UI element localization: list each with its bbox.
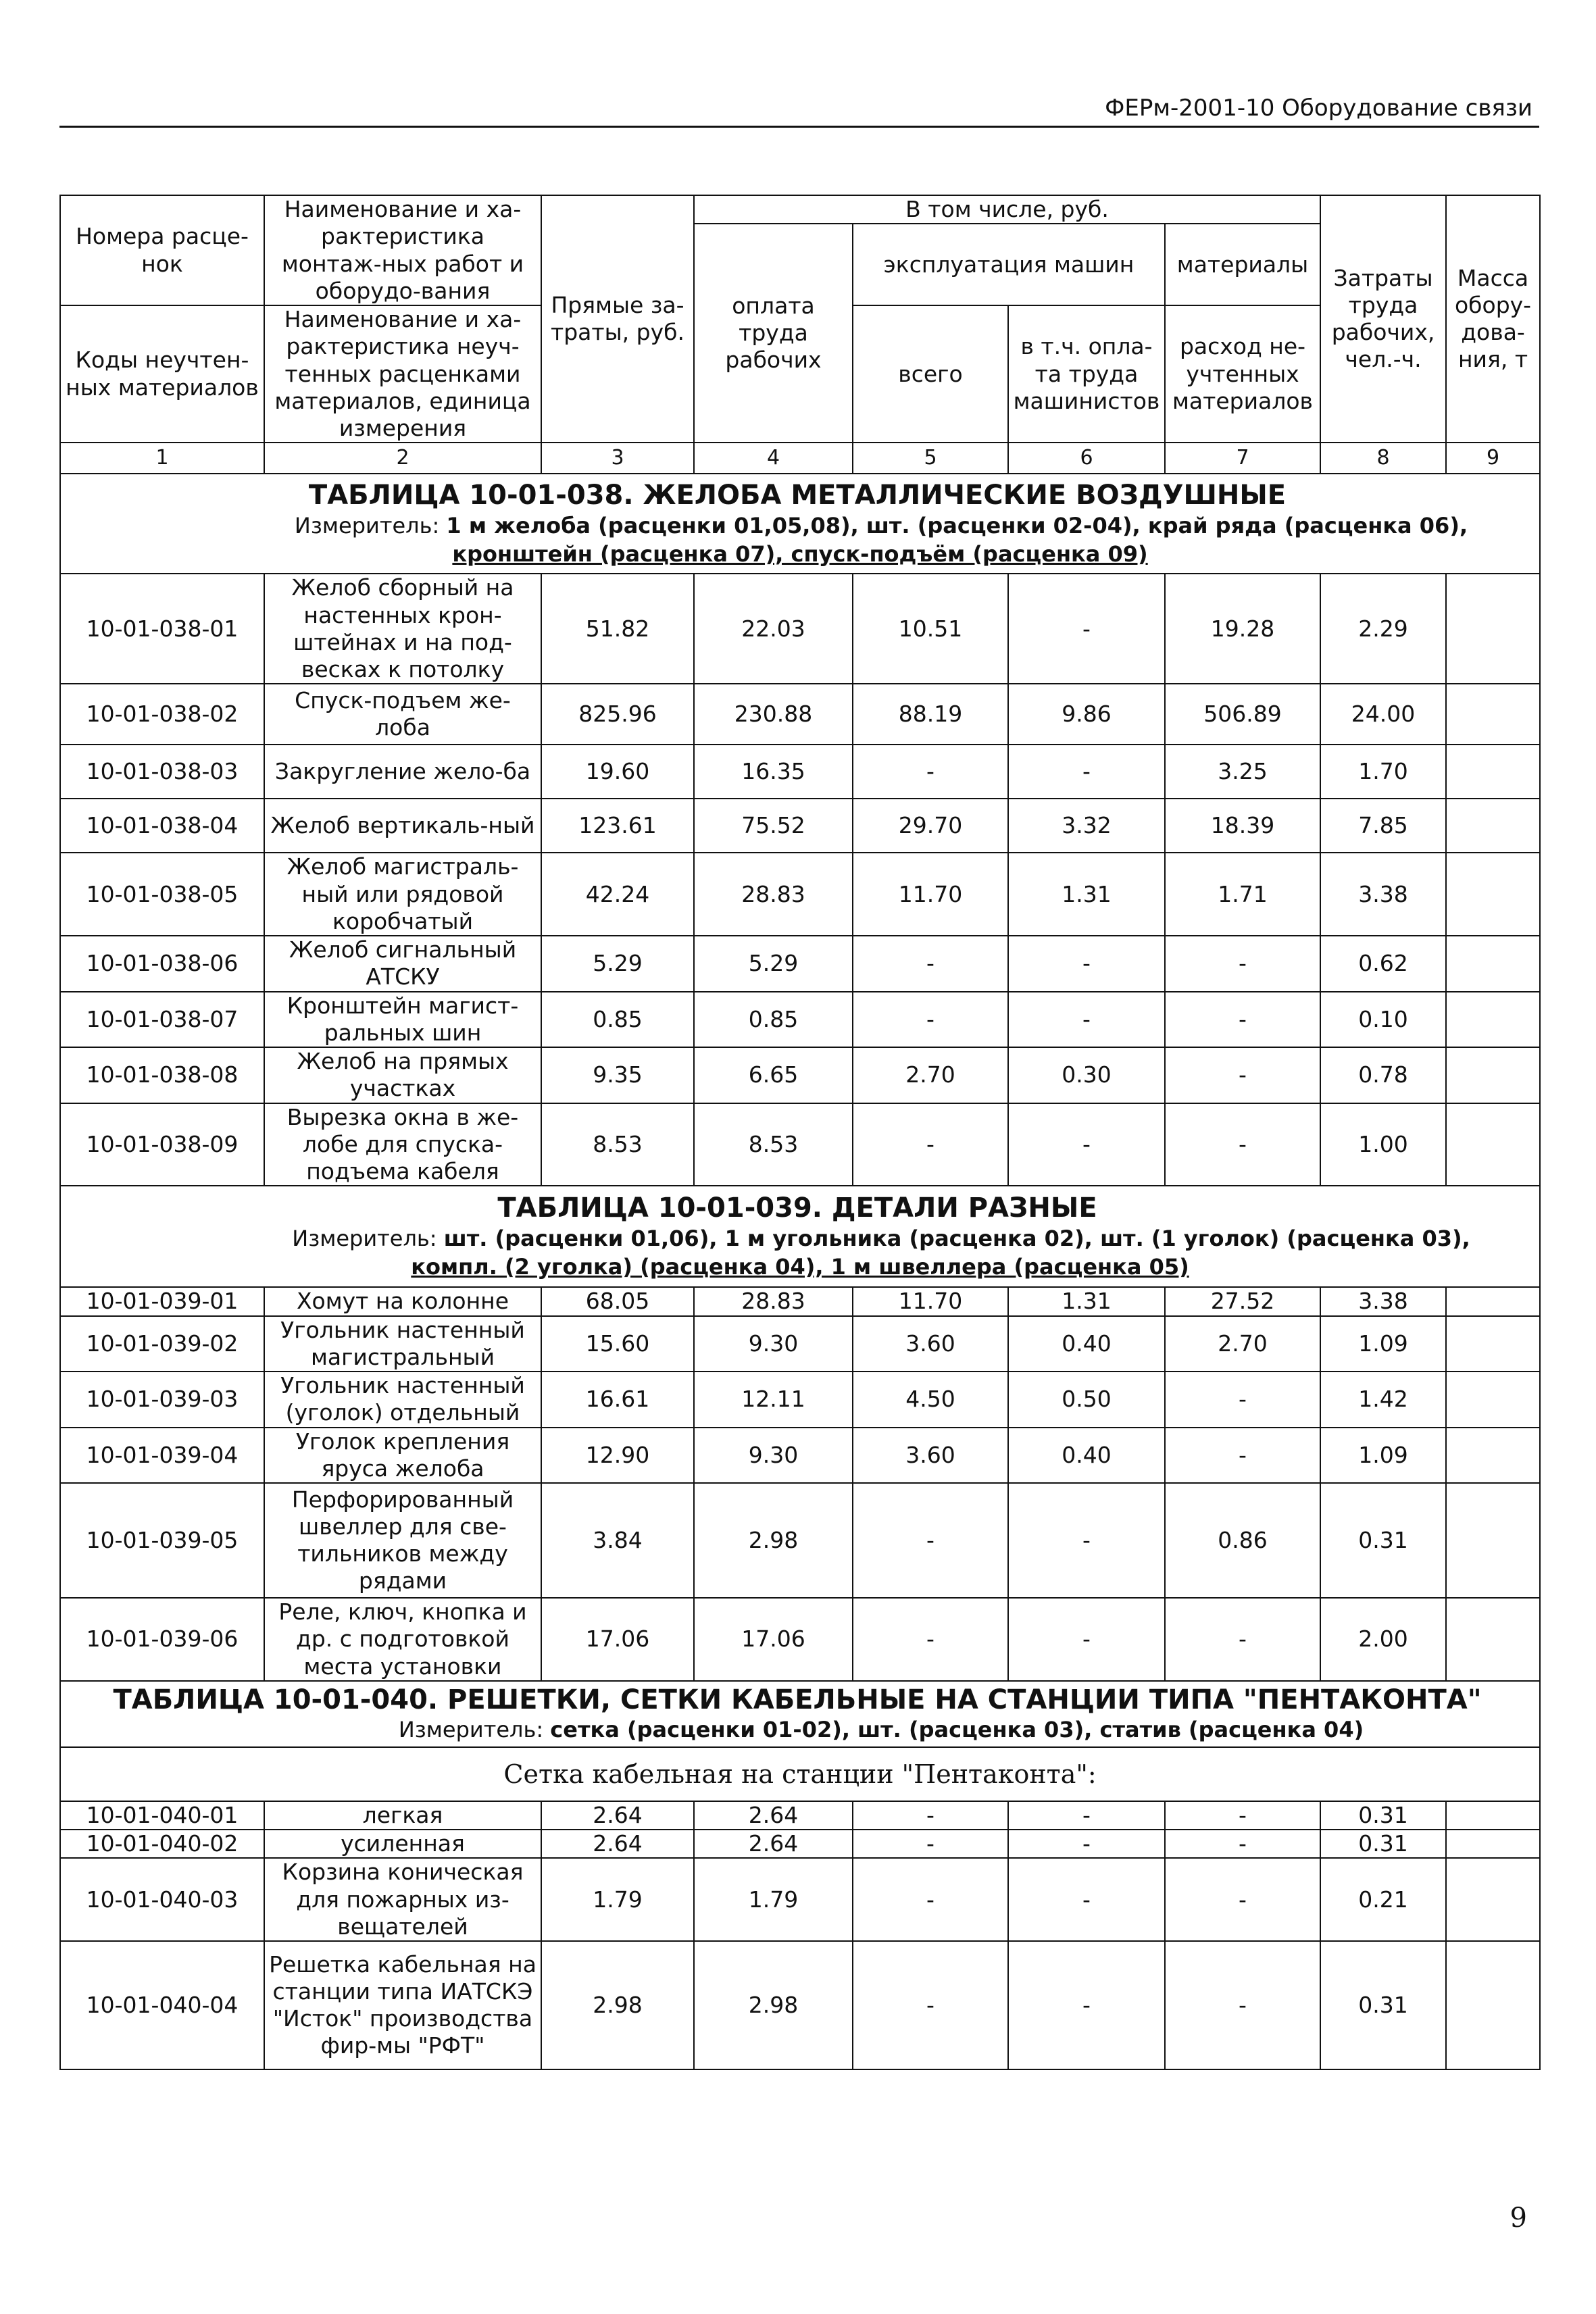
table-row-code: 10-01-038-05 xyxy=(60,853,264,936)
table-row-mass xyxy=(1446,1316,1540,1372)
table-row-wage: 75.52 xyxy=(694,799,853,853)
table-row-direct: 1.79 xyxy=(541,1858,694,1941)
column-number: 1 xyxy=(60,443,264,474)
table-row-direct: 123.61 xyxy=(541,799,694,853)
table-row xyxy=(60,1103,1540,1186)
table-row-name: Угольник настенный (уголок) отдельный xyxy=(264,1372,541,1428)
table-row-machines-wage: - xyxy=(1008,1483,1165,1598)
table-row xyxy=(60,853,1540,936)
table-row-code: 10-01-038-09 xyxy=(60,1103,264,1186)
table-row-labor: 1.70 xyxy=(1320,745,1446,799)
table-row-code: 10-01-038-03 xyxy=(60,745,264,799)
table-row xyxy=(60,1830,1540,1858)
table-row-machines: 88.19 xyxy=(853,684,1008,745)
section-header xyxy=(60,1681,1540,1747)
table-row-wage: 22.03 xyxy=(694,574,853,684)
table-row-direct: 2.64 xyxy=(541,1830,694,1858)
table-row-direct: 9.35 xyxy=(541,1047,694,1103)
table-row-wage: 2.98 xyxy=(694,1483,853,1598)
table-row-code: 10-01-038-02 xyxy=(60,684,264,745)
measure-label: Измеритель: xyxy=(292,1226,444,1252)
table-row-direct: 12.90 xyxy=(541,1428,694,1484)
table-row-direct: 17.06 xyxy=(541,1598,694,1681)
table-row xyxy=(60,1858,1540,1941)
table-row-direct: 825.96 xyxy=(541,684,694,745)
table-row-name: Вырезка окна в же-лобе для спуска-подъема кабеля xyxy=(264,1103,541,1186)
table-row-direct: 68.05 xyxy=(541,1287,694,1315)
section-header-row xyxy=(60,1681,1540,1747)
table-row-materials: 506.89 xyxy=(1165,684,1320,745)
table-row-machines-wage: 1.31 xyxy=(1008,1287,1165,1315)
table-row-wage: 2.64 xyxy=(694,1830,853,1858)
table-row-direct: 15.60 xyxy=(541,1316,694,1372)
section-measure xyxy=(227,1225,1535,1281)
header-materials-unacc: расход не-учтенных материалов xyxy=(1165,305,1320,443)
table-row-machines: 11.70 xyxy=(853,1287,1008,1315)
section-header xyxy=(60,474,1540,574)
table-row-materials: - xyxy=(1165,1103,1320,1186)
header-labor: Затраты труда рабочих, чел.-ч. xyxy=(1320,195,1446,443)
table-row-labor: 0.10 xyxy=(1320,992,1446,1048)
table-row-code: 10-01-038-07 xyxy=(60,992,264,1048)
table-row-name: Желоб сборный на настенных крон-штейнах и на под-весках к потолку xyxy=(264,574,541,684)
table-row-machines-wage: - xyxy=(1008,992,1165,1048)
table-row-direct: 2.98 xyxy=(541,1941,694,2069)
table-row xyxy=(60,1047,1540,1103)
table-row xyxy=(60,745,1540,799)
table-row-machines-wage: 9.86 xyxy=(1008,684,1165,745)
table-row-direct: 19.60 xyxy=(541,745,694,799)
header-incl: В том числе, руб. xyxy=(694,195,1320,224)
table-row-wage: 17.06 xyxy=(694,1598,853,1681)
table-row-mass xyxy=(1446,1287,1540,1315)
table-row-name: Закругление жело-ба xyxy=(264,745,541,799)
table-row-code: 10-01-039-03 xyxy=(60,1372,264,1428)
table-row-labor: 3.38 xyxy=(1320,853,1446,936)
table-row-wage: 28.83 xyxy=(694,853,853,936)
table-row-materials: - xyxy=(1165,1941,1320,2069)
table-row-wage: 2.64 xyxy=(694,1801,853,1830)
table-row-mass xyxy=(1446,799,1540,853)
table-row-machines-wage: 0.40 xyxy=(1008,1316,1165,1372)
header-codes: Номера расце-нок xyxy=(60,195,264,305)
header-wage: оплата труда рабочих xyxy=(694,224,853,443)
column-number: 3 xyxy=(541,443,694,474)
table-row-labor: 7.85 xyxy=(1320,799,1446,853)
table-row-materials: 0.86 xyxy=(1165,1483,1320,1598)
table-row-machines-wage: 0.50 xyxy=(1008,1372,1165,1428)
table-row-materials: 3.25 xyxy=(1165,745,1320,799)
column-number: 6 xyxy=(1008,443,1165,474)
section-title: ТАБЛИЦА 10-01-040. РЕШЕТКИ, СЕТКИ КАБЕЛЬНЫЕ НА СТАНЦИИ ТИПА "ПЕНТАКОНТА" xyxy=(113,1684,1482,1715)
table-row xyxy=(60,1941,1540,2069)
table-row xyxy=(60,574,1540,684)
table-row-materials: - xyxy=(1165,1801,1320,1830)
header-codes-alt: Коды неучтен-ных материалов xyxy=(60,305,264,443)
table-row-labor: 1.09 xyxy=(1320,1316,1446,1372)
column-number: 9 xyxy=(1446,443,1540,474)
column-number: 2 xyxy=(264,443,541,474)
table-row-labor: 24.00 xyxy=(1320,684,1446,745)
header-machines: эксплуатация машин xyxy=(853,224,1165,305)
table-row-name: Уголок крепления яруса желоба xyxy=(264,1428,541,1484)
table-row-labor: 1.00 xyxy=(1320,1103,1446,1186)
table-row-labor: 1.42 xyxy=(1320,1372,1446,1428)
table-row-mass xyxy=(1446,745,1540,799)
table-row-mass xyxy=(1446,1372,1540,1428)
table-row xyxy=(60,936,1540,992)
header-machines-wage: в т.ч. опла-та труда машинистов xyxy=(1008,305,1165,443)
table-row-materials: 18.39 xyxy=(1165,799,1320,853)
subheading: Сетка кабельная на станции "Пентаконта": xyxy=(60,1747,1540,1801)
table-row-machines: - xyxy=(853,745,1008,799)
table-row-machines: 4.50 xyxy=(853,1372,1008,1428)
table-row-wage: 9.30 xyxy=(694,1428,853,1484)
table-row-name: Решетка кабельная на станции типа ИАТСКЭ "Исток" производства фир-мы "РФТ" xyxy=(264,1941,541,2069)
table-row-machines: - xyxy=(853,1830,1008,1858)
table-row-machines-wage: - xyxy=(1008,1830,1165,1858)
table-row-mass xyxy=(1446,1047,1540,1103)
table-row-name: усиленная xyxy=(264,1830,541,1858)
table-row-wage: 6.65 xyxy=(694,1047,853,1103)
column-number: 8 xyxy=(1320,443,1446,474)
table-row-machines: 10.51 xyxy=(853,574,1008,684)
table-row-labor: 3.38 xyxy=(1320,1287,1446,1315)
header-name-alt: Наименование и ха-рактеристика неуч-тенных расценками материалов, единица измерения xyxy=(264,305,541,443)
table-row-machines-wage: - xyxy=(1008,1941,1165,2069)
table-row-direct: 16.61 xyxy=(541,1372,694,1428)
table-row-code: 10-01-039-01 xyxy=(60,1287,264,1315)
column-number: 4 xyxy=(694,443,853,474)
table-row-labor: 1.09 xyxy=(1320,1428,1446,1484)
page-number: 9 xyxy=(1510,2203,1527,2234)
table-row-mass xyxy=(1446,1103,1540,1186)
section-header-row xyxy=(60,474,1540,574)
table-row-wage: 16.35 xyxy=(694,745,853,799)
table-row-materials: - xyxy=(1165,1372,1320,1428)
table-row-labor: 0.21 xyxy=(1320,1858,1446,1941)
section-measure xyxy=(227,512,1535,568)
measure-text-2: компл. (2 уголка) (расценка 04), 1 м швеллера (расценка 05) xyxy=(411,1253,1189,1280)
table-row xyxy=(60,1598,1540,1681)
column-number: 5 xyxy=(853,443,1008,474)
table-row-materials: - xyxy=(1165,992,1320,1048)
table-row-materials: 19.28 xyxy=(1165,574,1320,684)
table-row-name: Хомут на колонне xyxy=(264,1287,541,1315)
table-row-machines: 2.70 xyxy=(853,1047,1008,1103)
table-row-machines-wage: 0.30 xyxy=(1008,1047,1165,1103)
table-row-labor: 0.62 xyxy=(1320,936,1446,992)
table-row-mass xyxy=(1446,936,1540,992)
table-row-materials: - xyxy=(1165,1598,1320,1681)
table-row-wage: 28.83 xyxy=(694,1287,853,1315)
table-row-name: Желоб магистраль-ный или рядовой коробчатый xyxy=(264,853,541,936)
table-row xyxy=(60,1316,1540,1372)
table-row-labor: 2.29 xyxy=(1320,574,1446,684)
table-row-labor: 0.31 xyxy=(1320,1801,1446,1830)
table-row-mass xyxy=(1446,1858,1540,1941)
table-row-name: Спуск-подъем же-лоба xyxy=(264,684,541,745)
table-row-mass xyxy=(1446,574,1540,684)
table-row-materials: - xyxy=(1165,1428,1320,1484)
measure-text-1: сетка (расценки 01-02), шт. (расценка 03), статив (расценка 04) xyxy=(550,1717,1364,1743)
measure-label: Измеритель: xyxy=(398,1717,551,1743)
table-row-name: Угольник настенный магистральный xyxy=(264,1316,541,1372)
table-row-machines-wage: - xyxy=(1008,1103,1165,1186)
table-row-wage: 0.85 xyxy=(694,992,853,1048)
table-row-machines: - xyxy=(853,1801,1008,1830)
table-row-direct: 5.29 xyxy=(541,936,694,992)
table-row-wage: 5.29 xyxy=(694,936,853,992)
table-row xyxy=(60,1428,1540,1484)
table-row-machines-wage: - xyxy=(1008,745,1165,799)
table-row-name: Желоб сигнальный АТСКУ xyxy=(264,936,541,992)
table-row-machines: - xyxy=(853,1103,1008,1186)
table-row-wage: 8.53 xyxy=(694,1103,853,1186)
header-materials: материалы xyxy=(1165,224,1320,305)
table-row-mass xyxy=(1446,992,1540,1048)
table-row-name: Корзина коническая для пожарных из-вещателей xyxy=(264,1858,541,1941)
document-header-title: ФЕРм-2001-10 Оборудование связи xyxy=(1105,95,1532,122)
table-row-name: Желоб вертикаль-ный xyxy=(264,799,541,853)
table-row-code: 10-01-039-06 xyxy=(60,1598,264,1681)
table-row-labor: 0.78 xyxy=(1320,1047,1446,1103)
table-row-materials: - xyxy=(1165,1858,1320,1941)
table-row-machines: - xyxy=(853,1598,1008,1681)
table-row-code: 10-01-040-03 xyxy=(60,1858,264,1941)
table-row-mass xyxy=(1446,1941,1540,2069)
table-row-code: 10-01-039-02 xyxy=(60,1316,264,1372)
table-row xyxy=(60,1287,1540,1315)
table-row xyxy=(60,1372,1540,1428)
table-row-machines: - xyxy=(853,936,1008,992)
table-row-code: 10-01-038-04 xyxy=(60,799,264,853)
header-name: Наименование и ха-рактеристика монтаж-ных работ и оборудо-вания xyxy=(264,195,541,305)
table-row-machines-wage: - xyxy=(1008,1801,1165,1830)
table-row-direct: 2.64 xyxy=(541,1801,694,1830)
table-row-machines: - xyxy=(853,1858,1008,1941)
table-row-labor: 0.31 xyxy=(1320,1483,1446,1598)
table-row-machines: - xyxy=(853,1483,1008,1598)
table-row-name: Реле, ключ, кнопка и др. с подготовкой места установки xyxy=(264,1598,541,1681)
column-number: 7 xyxy=(1165,443,1320,474)
table-row-mass xyxy=(1446,684,1540,745)
table-row-mass xyxy=(1446,1830,1540,1858)
table-row-machines-wage: - xyxy=(1008,936,1165,992)
table-row-machines-wage: - xyxy=(1008,574,1165,684)
table-row-labor: 0.31 xyxy=(1320,1830,1446,1858)
table-row-code: 10-01-040-04 xyxy=(60,1941,264,2069)
table-row-wage: 230.88 xyxy=(694,684,853,745)
table-row-code: 10-01-038-01 xyxy=(60,574,264,684)
section-title: ТАБЛИЦА 10-01-038. ЖЕЛОБА МЕТАЛЛИЧЕСКИЕ ВОЗДУШНЫЕ xyxy=(308,480,1287,511)
table-row-code: 10-01-038-08 xyxy=(60,1047,264,1103)
section-title: ТАБЛИЦА 10-01-039. ДЕТАЛИ РАЗНЫЕ xyxy=(497,1192,1097,1224)
table-row-machines-wage: - xyxy=(1008,1858,1165,1941)
header-direct: Прямые за-траты, руб. xyxy=(541,195,694,443)
table-row-code: 10-01-040-01 xyxy=(60,1801,264,1830)
table-row-wage: 12.11 xyxy=(694,1372,853,1428)
table-row-materials: - xyxy=(1165,1047,1320,1103)
table-row-materials: 2.70 xyxy=(1165,1316,1320,1372)
table-row-wage: 1.79 xyxy=(694,1858,853,1941)
table-row xyxy=(60,799,1540,853)
table-row-machines: - xyxy=(853,1941,1008,2069)
table-row-name: Кронштейн магист-ральных шин xyxy=(264,992,541,1048)
table-row-direct: 0.85 xyxy=(541,992,694,1048)
table-row-machines-wage: 3.32 xyxy=(1008,799,1165,853)
table-row-labor: 2.00 xyxy=(1320,1598,1446,1681)
measure-text-1: 1 м желоба (расценки 01,05,08), шт. (расценки 02-04), край ряда (расценка 06), xyxy=(446,513,1468,539)
table-row-direct: 3.84 xyxy=(541,1483,694,1598)
table-row-mass xyxy=(1446,853,1540,936)
table-row-machines: 3.60 xyxy=(853,1316,1008,1372)
table-row-machines: 3.60 xyxy=(853,1428,1008,1484)
header-rule xyxy=(59,126,1539,128)
table-row-name: Перфорированный швеллер для све-тильников между рядами xyxy=(264,1483,541,1598)
table-row xyxy=(60,1483,1540,1598)
column-numbers-row xyxy=(60,443,1540,474)
table-row-wage: 2.98 xyxy=(694,1941,853,2069)
table-row-code: 10-01-039-05 xyxy=(60,1483,264,1598)
table-row-direct: 42.24 xyxy=(541,853,694,936)
table-row xyxy=(60,1801,1540,1830)
measure-text-1: шт. (расценки 01,06), 1 м угольника (расценка 02), шт. (1 уголок) (расценка 03), xyxy=(443,1226,1470,1252)
table-row-materials: 1.71 xyxy=(1165,853,1320,936)
table-row-machines-wage: 0.40 xyxy=(1008,1428,1165,1484)
table-row-materials: 27.52 xyxy=(1165,1287,1320,1315)
table-row-wage: 9.30 xyxy=(694,1316,853,1372)
table-row-labor: 0.31 xyxy=(1320,1941,1446,2069)
table-row-machines: 11.70 xyxy=(853,853,1008,936)
table-row-name: легкая xyxy=(264,1801,541,1830)
table-row-mass xyxy=(1446,1483,1540,1598)
table-row-code: 10-01-040-02 xyxy=(60,1830,264,1858)
table-row-mass xyxy=(1446,1598,1540,1681)
subheading-row xyxy=(60,1747,1540,1801)
table-row-mass xyxy=(1446,1801,1540,1830)
table-row xyxy=(60,684,1540,745)
table-row-machines: 29.70 xyxy=(853,799,1008,853)
table-row-direct: 51.82 xyxy=(541,574,694,684)
table-row xyxy=(60,992,1540,1048)
table-row-code: 10-01-038-06 xyxy=(60,936,264,992)
section-measure xyxy=(227,1716,1535,1744)
section-header-row xyxy=(60,1186,1540,1287)
table-row-direct: 8.53 xyxy=(541,1103,694,1186)
measure-label: Измеритель: xyxy=(294,513,447,539)
header-machines-total: всего xyxy=(853,305,1008,443)
table-row-machines-wage: - xyxy=(1008,1598,1165,1681)
section-header xyxy=(60,1186,1540,1287)
measure-text-2: кронштейн (расценка 07), спуск-подъём (расценка 09) xyxy=(452,540,1148,567)
table-row-code: 10-01-039-04 xyxy=(60,1428,264,1484)
rates-table xyxy=(59,195,1541,2070)
header-mass: Масса обору-дова-ния, т xyxy=(1446,195,1540,443)
table-row-name: Желоб на прямых участках xyxy=(264,1047,541,1103)
table-row-materials: - xyxy=(1165,936,1320,992)
table-row-materials: - xyxy=(1165,1830,1320,1858)
table-row-machines-wage: 1.31 xyxy=(1008,853,1165,936)
table-row-machines: - xyxy=(853,992,1008,1048)
table-row-mass xyxy=(1446,1428,1540,1484)
